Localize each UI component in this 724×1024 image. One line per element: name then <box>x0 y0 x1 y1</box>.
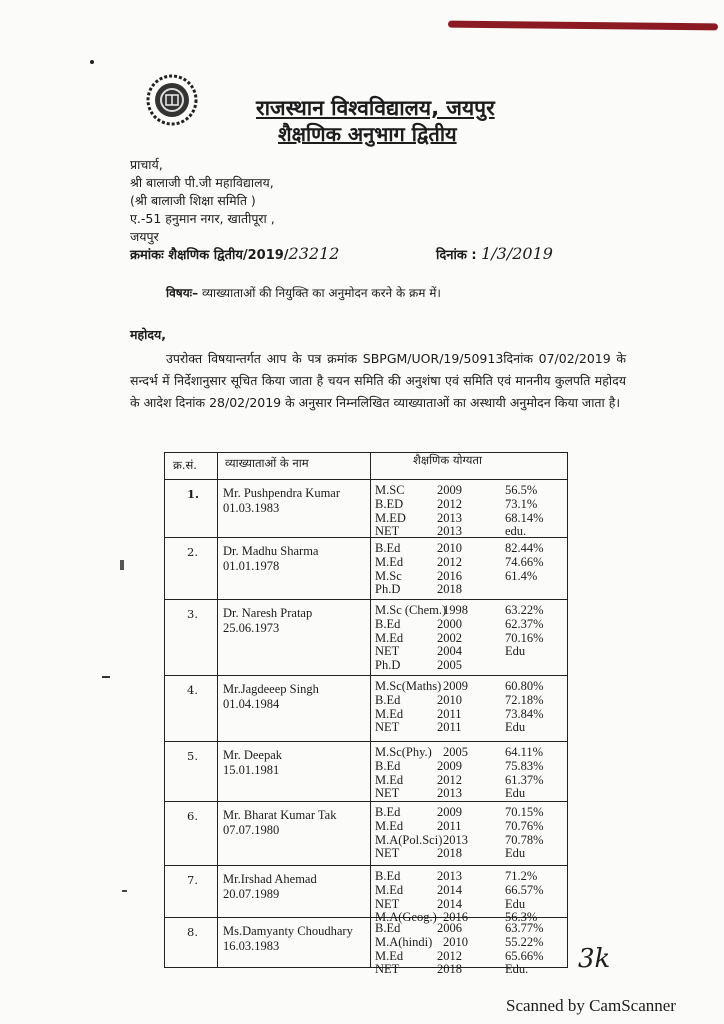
reference-label: क्रमांकः शैक्षणिक द्वितीय/2019/ <box>130 248 289 263</box>
lecturer-dob: 25.06.1973 <box>223 621 280 635</box>
qualification-degree: M.SC <box>375 483 405 497</box>
qualification-score: 64.11% <box>505 745 544 759</box>
qualification-year: 2004 <box>437 644 462 659</box>
university-seal-icon <box>146 74 198 126</box>
qualification-year: 2009 <box>437 805 462 819</box>
scan-speck <box>120 560 124 570</box>
qualification-score: 63.77% <box>505 921 544 935</box>
qualification-year: 2012 <box>437 554 462 569</box>
address-line: प्राचार्य, <box>130 157 163 172</box>
qualification-score: Edu <box>505 720 526 735</box>
qualification-year: 2011 <box>437 818 462 833</box>
qualification-degree: M.A(Pol.Sci) <box>375 832 443 847</box>
qualification-score: Edu <box>505 846 526 861</box>
qualification-year: 2009 <box>437 483 462 497</box>
qualification-score: 68.14% <box>505 510 544 525</box>
scan-speck <box>102 676 110 678</box>
qualification-year: 2011 <box>437 706 462 721</box>
date-label: दिनांक : <box>436 248 477 263</box>
qualification-year: 1998 <box>443 603 468 617</box>
qualification-score: Edu <box>505 896 526 911</box>
qualification-year: 2006 <box>437 921 462 935</box>
qualification-score: 71.2% <box>505 869 538 883</box>
row-divider <box>165 599 567 600</box>
lecturer-name: Mr. Bharat Kumar Tak <box>223 808 337 822</box>
qualification-year: 2013 <box>443 832 468 847</box>
row-serial: 2. <box>187 545 198 559</box>
column-divider <box>217 453 218 967</box>
qualification-year: 2010 <box>437 541 462 555</box>
address-line: जयपुर <box>130 229 159 244</box>
qualification-year: 2014 <box>437 896 462 911</box>
lecturer-name: Mr. Pushpendra Kumar <box>223 486 340 500</box>
address-line: (श्री बालाजी शिक्षा समिति ) <box>130 193 256 208</box>
qualification-year: 2005 <box>443 745 468 759</box>
qualification-degree: NET <box>375 720 400 735</box>
qualification-score: 60.80% <box>505 679 544 693</box>
scan-speck <box>122 890 127 892</box>
header-sno: क्र.सं. <box>173 458 197 472</box>
address-line: श्री बालाजी पी.जी महाविद्यालय, <box>130 175 274 190</box>
qualification-year: 2002 <box>437 630 462 645</box>
row-serial: 1. <box>187 487 200 501</box>
qualification-year: 2009 <box>437 758 462 773</box>
row-divider <box>165 865 567 866</box>
qualification-degree: NET <box>375 962 400 977</box>
qualification-score: 73.1% <box>505 496 538 511</box>
qualification-year: 2016 <box>437 568 462 583</box>
lecturer-dob: 01.04.1984 <box>223 697 280 711</box>
reference-number <box>130 244 339 263</box>
qualification-year: 2011 <box>437 720 462 735</box>
handwritten-signature: 3k <box>578 944 611 974</box>
qualification-degree: M.Ed <box>375 818 404 833</box>
row-divider <box>165 675 567 676</box>
lecturer-dob: 20.07.1989 <box>223 887 280 901</box>
qualification-degree: M.Ed <box>375 554 404 569</box>
qualification-year: 2010 <box>443 934 468 949</box>
lecturer-name: Mr. Deepak <box>223 748 283 762</box>
row-serial: 6. <box>187 809 198 823</box>
qualification-degree: M.A(Geog.) <box>375 910 437 925</box>
qualification-score: 65.66% <box>505 948 544 963</box>
qualification-score: 56.3% <box>505 910 538 925</box>
qualification-year: 2013 <box>437 524 462 539</box>
lecturer-name: Dr. Madhu Sharma <box>223 544 319 558</box>
qualification-score: Edu. <box>505 962 529 977</box>
lecturer-name: Ms.Damyanty Choudhary <box>223 924 353 938</box>
qualification-year: 2010 <box>437 692 462 707</box>
qualification-score: 75.83% <box>505 758 544 773</box>
row-serial: 7. <box>187 873 198 887</box>
qualification-degree: B.Ed <box>375 541 401 555</box>
qualification-degree: Ph.D <box>375 582 401 597</box>
lecturer-dob: 07.07.1980 <box>223 823 280 837</box>
qualification-score: Edu <box>505 786 526 801</box>
qualification-degree: Ph.D <box>375 658 401 673</box>
lecturer-name: Mr.Irshad Ahemad <box>223 872 317 886</box>
lecturer-dob: 01.01.1978 <box>223 559 280 573</box>
reference-handwritten-number: 2321 <box>288 244 330 263</box>
qualification-year: 2005 <box>437 658 462 673</box>
subject-label: विषयः– <box>166 286 199 300</box>
qualification-score: 70.78% <box>505 832 544 847</box>
qualification-score: 66.57% <box>505 882 544 897</box>
qualification-degree: NET <box>375 786 400 801</box>
lecturer-approval-table <box>164 452 568 977</box>
qualification-degree: M.Sc <box>375 568 402 583</box>
qualification-year: 2013 <box>437 869 462 883</box>
row-serial: 5. <box>187 749 198 763</box>
qualification-score: 70.15% <box>505 805 544 819</box>
qualification-score: 70.76% <box>505 818 544 833</box>
qualification-year: 2009 <box>443 679 468 693</box>
lecturer-name: Mr.Jagdeeep Singh <box>223 682 319 696</box>
qualification-degree: B.Ed <box>375 869 401 883</box>
qualification-year: 2014 <box>437 882 462 897</box>
address-line: ए.-51 हनुमान नगर, खातीपूरा , <box>130 211 275 226</box>
qualification-score: 82.44% <box>505 541 544 555</box>
qualification-degree: NET <box>375 644 400 659</box>
qualification-degree: M.ED <box>375 510 406 525</box>
qualification-degree: M.Ed <box>375 948 404 963</box>
qualification-year: 2018 <box>437 962 462 977</box>
row-divider <box>165 741 567 742</box>
qualification-score: 73.84% <box>505 706 544 721</box>
lecturer-dob: 01.03.1983 <box>223 501 280 515</box>
scan-speck <box>90 60 94 64</box>
header-qualification: शैक्षणिक योग्यता <box>413 453 482 467</box>
qualification-score: 74.66% <box>505 554 544 569</box>
lecturer-dob: 15.01.1981 <box>223 763 280 777</box>
qualification-score: Edu <box>505 644 526 659</box>
qualification-degree: NET <box>375 896 400 911</box>
qualification-score: 61.37% <box>505 772 544 787</box>
qualification-degree: B.Ed <box>375 805 401 819</box>
qualification-degree: M.Ed <box>375 706 404 721</box>
row-serial: 4. <box>187 683 198 697</box>
department-name: शैक्षणिक अनुभाग द्वितीय <box>278 122 457 146</box>
qualification-year: 2013 <box>437 510 462 525</box>
qualification-year: 2012 <box>437 496 462 511</box>
qualification-score: 61.4% <box>505 568 538 583</box>
row-serial: 3. <box>187 607 198 621</box>
qualification-degree: B.ED <box>375 496 404 511</box>
salutation: महोदय, <box>130 327 166 342</box>
qualification-year: 2012 <box>437 948 462 963</box>
qualification-degree: M.Ed <box>375 882 404 897</box>
qualification-score: 56.5% <box>505 483 538 497</box>
header-name: व्याख्याताओं के नाम <box>225 456 309 470</box>
qualification-year: 2018 <box>437 846 462 861</box>
qualification-degree: M.Ed <box>375 630 404 645</box>
camscanner-watermark: Scanned by CamScanner <box>506 996 676 1015</box>
date-value: 1/3/2019 <box>481 244 553 263</box>
qualification-year: 2000 <box>437 616 462 631</box>
letter-date <box>436 244 553 263</box>
qualification-degree: B.Ed <box>375 921 401 935</box>
qualification-degree: M.Ed <box>375 772 404 787</box>
qualification-year: 2013 <box>437 786 462 801</box>
qualification-degree: M.Sc (Chem.) <box>375 603 447 617</box>
qualification-degree: M.A(hindi) <box>375 934 433 949</box>
qualification-degree: M.Sc(Maths) <box>375 679 442 693</box>
qualification-score: edu. <box>505 524 527 539</box>
subject-text: व्याख्याताओं की नियुक्ति का अनुमोदन करने के क्रम में। <box>201 286 441 300</box>
reference-suffix: 2 <box>329 244 340 263</box>
qualification-degree: B.Ed <box>375 692 401 707</box>
qualification-score: 70.16% <box>505 630 544 645</box>
qualification-year: 2016 <box>443 910 468 925</box>
qualification-degree: NET <box>375 846 400 861</box>
row-serial: 8. <box>187 925 198 939</box>
qualification-score: 63.22% <box>505 603 544 617</box>
lecturer-dob: 16.03.1983 <box>223 939 280 953</box>
qualification-year: 2012 <box>437 772 462 787</box>
qualification-degree: B.Ed <box>375 758 401 773</box>
qualification-score: 55.22% <box>505 934 544 949</box>
lecturer-name: Dr. Naresh Pratap <box>223 606 313 620</box>
row-divider <box>165 479 567 480</box>
qualification-degree: B.Ed <box>375 616 401 631</box>
qualification-year: 2018 <box>437 582 462 597</box>
column-divider <box>370 453 371 967</box>
subject-line <box>166 284 441 301</box>
university-name: राजस्थान विश्वविद्यालय, जयपुर <box>256 96 495 120</box>
qualification-score: 62.37% <box>505 616 544 631</box>
top-edge-strip <box>448 21 718 31</box>
qualification-degree: M.Sc(Phy.) <box>375 745 432 759</box>
body-paragraph: उपरोक्त विषयान्तर्गत आप के पत्र क्रमांक SBPGM/UOR/19/50913दिनांक 07/02/2019 के सन्दर्भ में निर्देशानुसार सूचित किया जाता है चयन समिति की अनुशंषा एवं समिति एवं माननीय कुलपति महोदय के आदेश दिनांक 28/02/2019 के अनुसार निम्नलिखित व्याख्याताओं का अस्थायी अनुमोदन किया जाता है। <box>130 351 626 410</box>
qualification-degree: NET <box>375 524 400 539</box>
qualification-score: 72.18% <box>505 692 544 707</box>
